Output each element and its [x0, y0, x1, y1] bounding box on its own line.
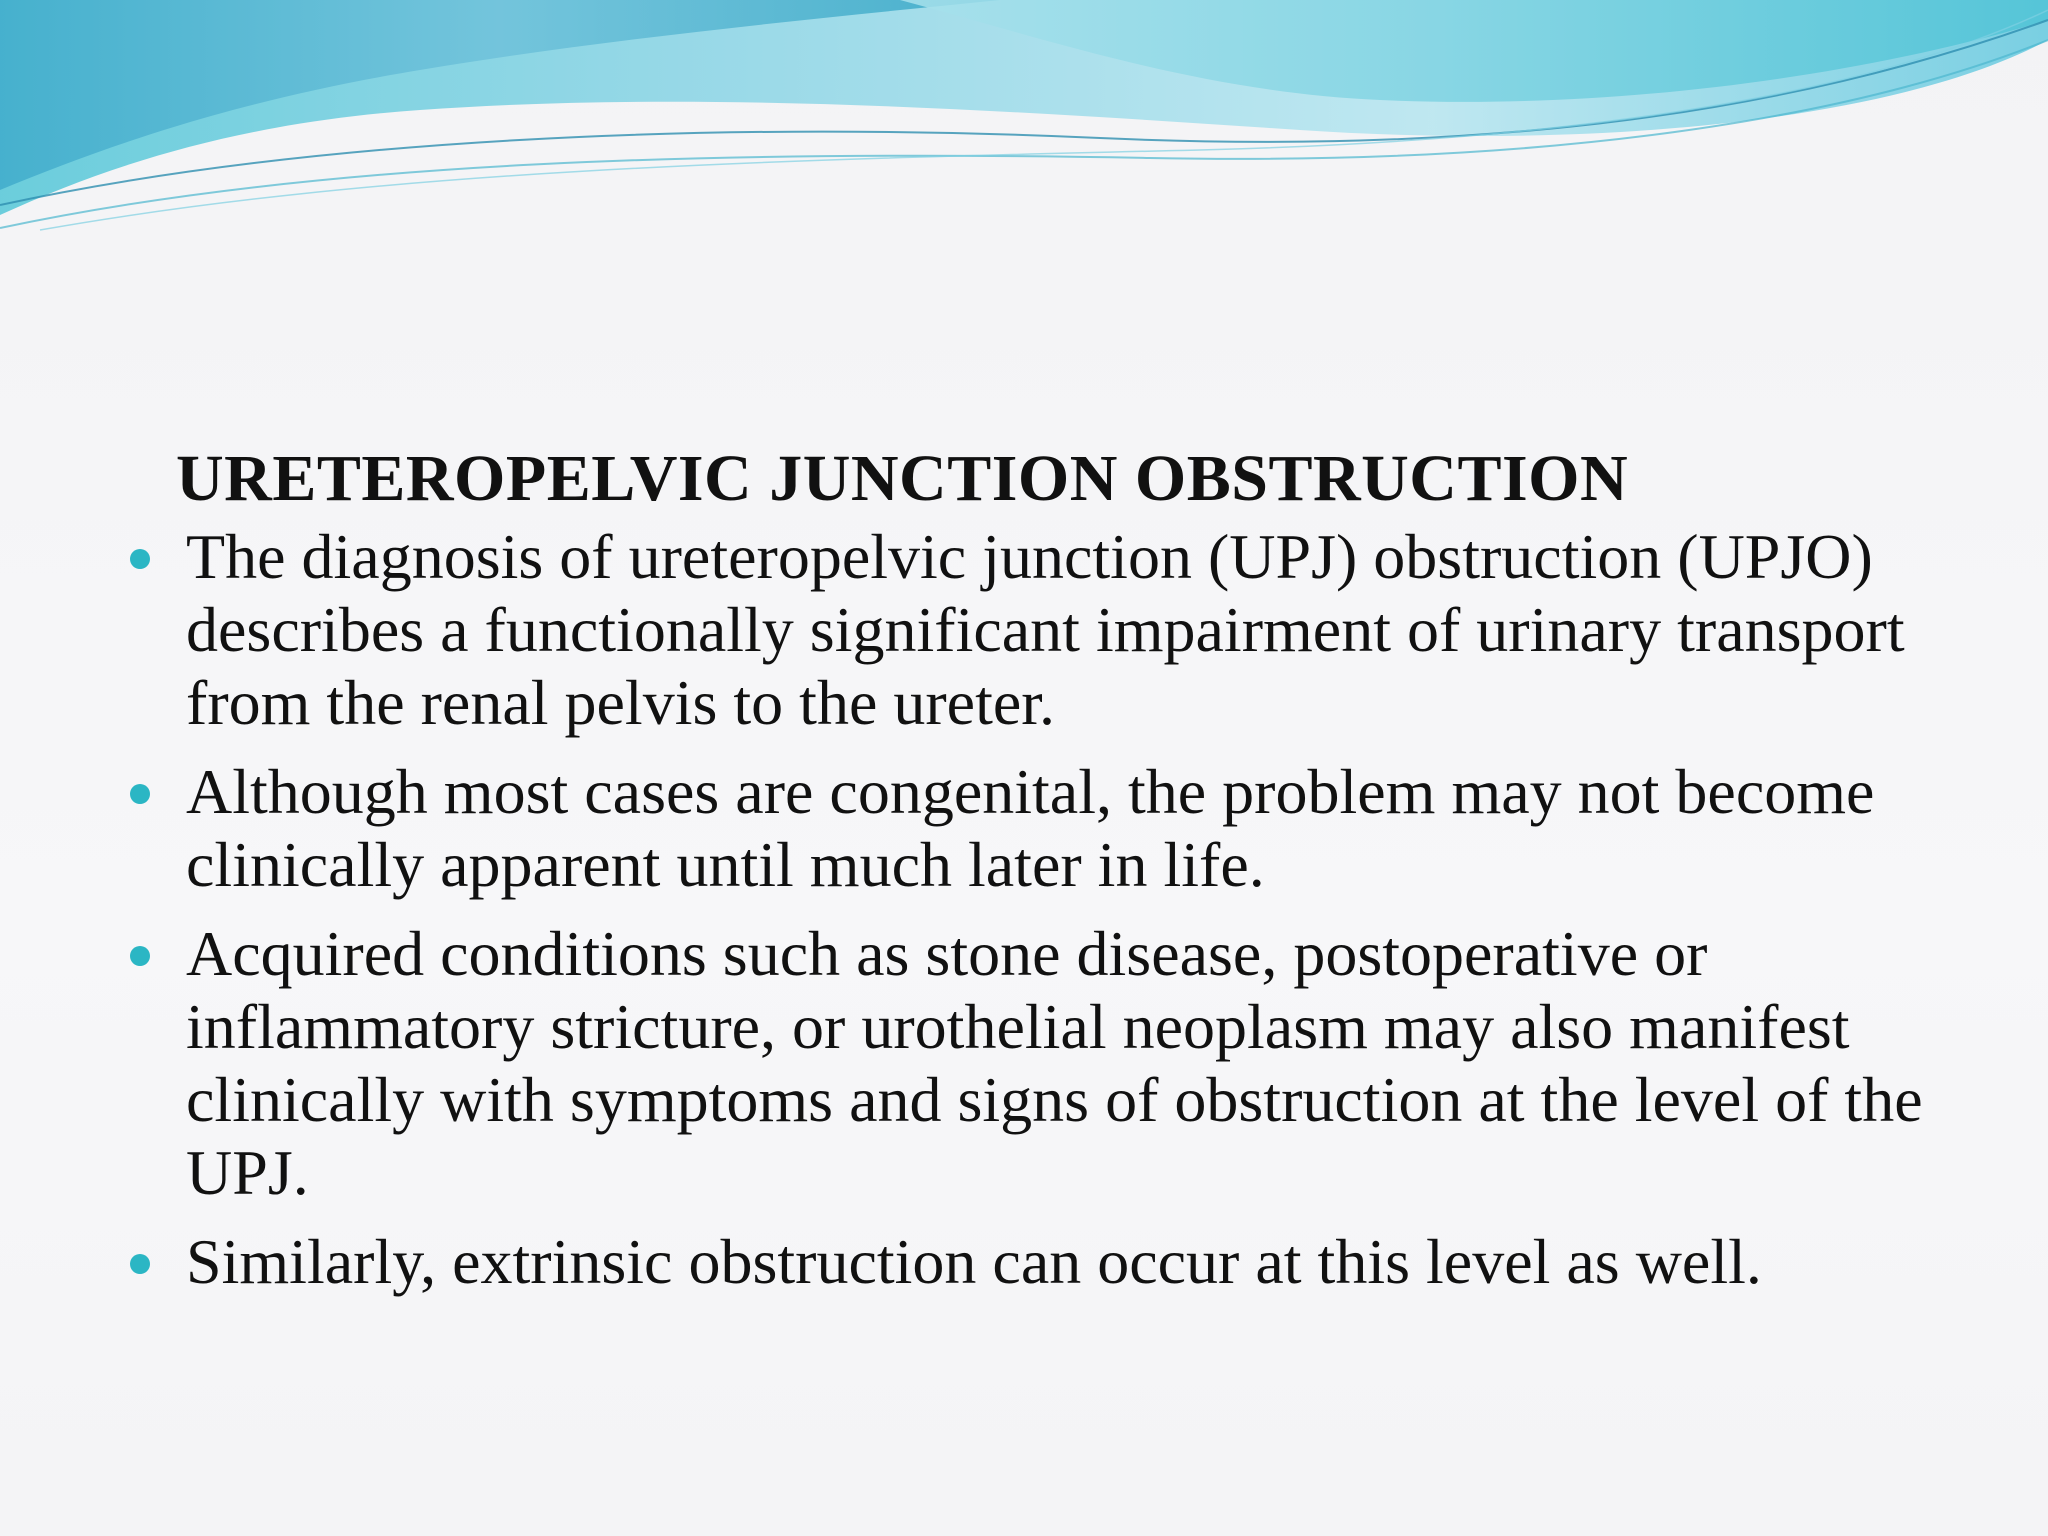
bullet-list: [120, 520, 1940, 1298]
bullet-dot-icon: [130, 1254, 150, 1274]
bullet-item: [120, 520, 1940, 739]
slide-content: [120, 440, 1940, 1314]
bullet-dot-icon: [130, 549, 150, 569]
bullet-item: [120, 917, 1940, 1209]
bullet-text: The diagnosis of ureteropelvic junction (UPJ) obstruction (UPJO) describes a functionally significant impairment of urinary transport from the renal pelvis to the ureter.: [186, 521, 1905, 738]
bullet-text: Although most cases are congenital, the problem may not become clinically apparent until much later in life.: [186, 756, 1875, 900]
decorative-wave-header: [0, 0, 2048, 240]
bullet-item: [120, 755, 1940, 901]
bullet-text: Similarly, extrinsic obstruction can occur at this level as well.: [186, 1226, 1762, 1297]
bullet-text: Acquired conditions such as stone disease, postoperative or inflammatory stricture, or urothelial neoplasm may also manifest clinically with symptoms and signs of obstruction at the level of the UPJ.: [186, 918, 1923, 1208]
slide-heading: URETEROPELVIC JUNCTION OBSTRUCTION: [176, 442, 1629, 515]
bullet-dot-icon: [130, 946, 150, 966]
bullet-item: [120, 1225, 1940, 1298]
bullet-dot-icon: [130, 784, 150, 804]
